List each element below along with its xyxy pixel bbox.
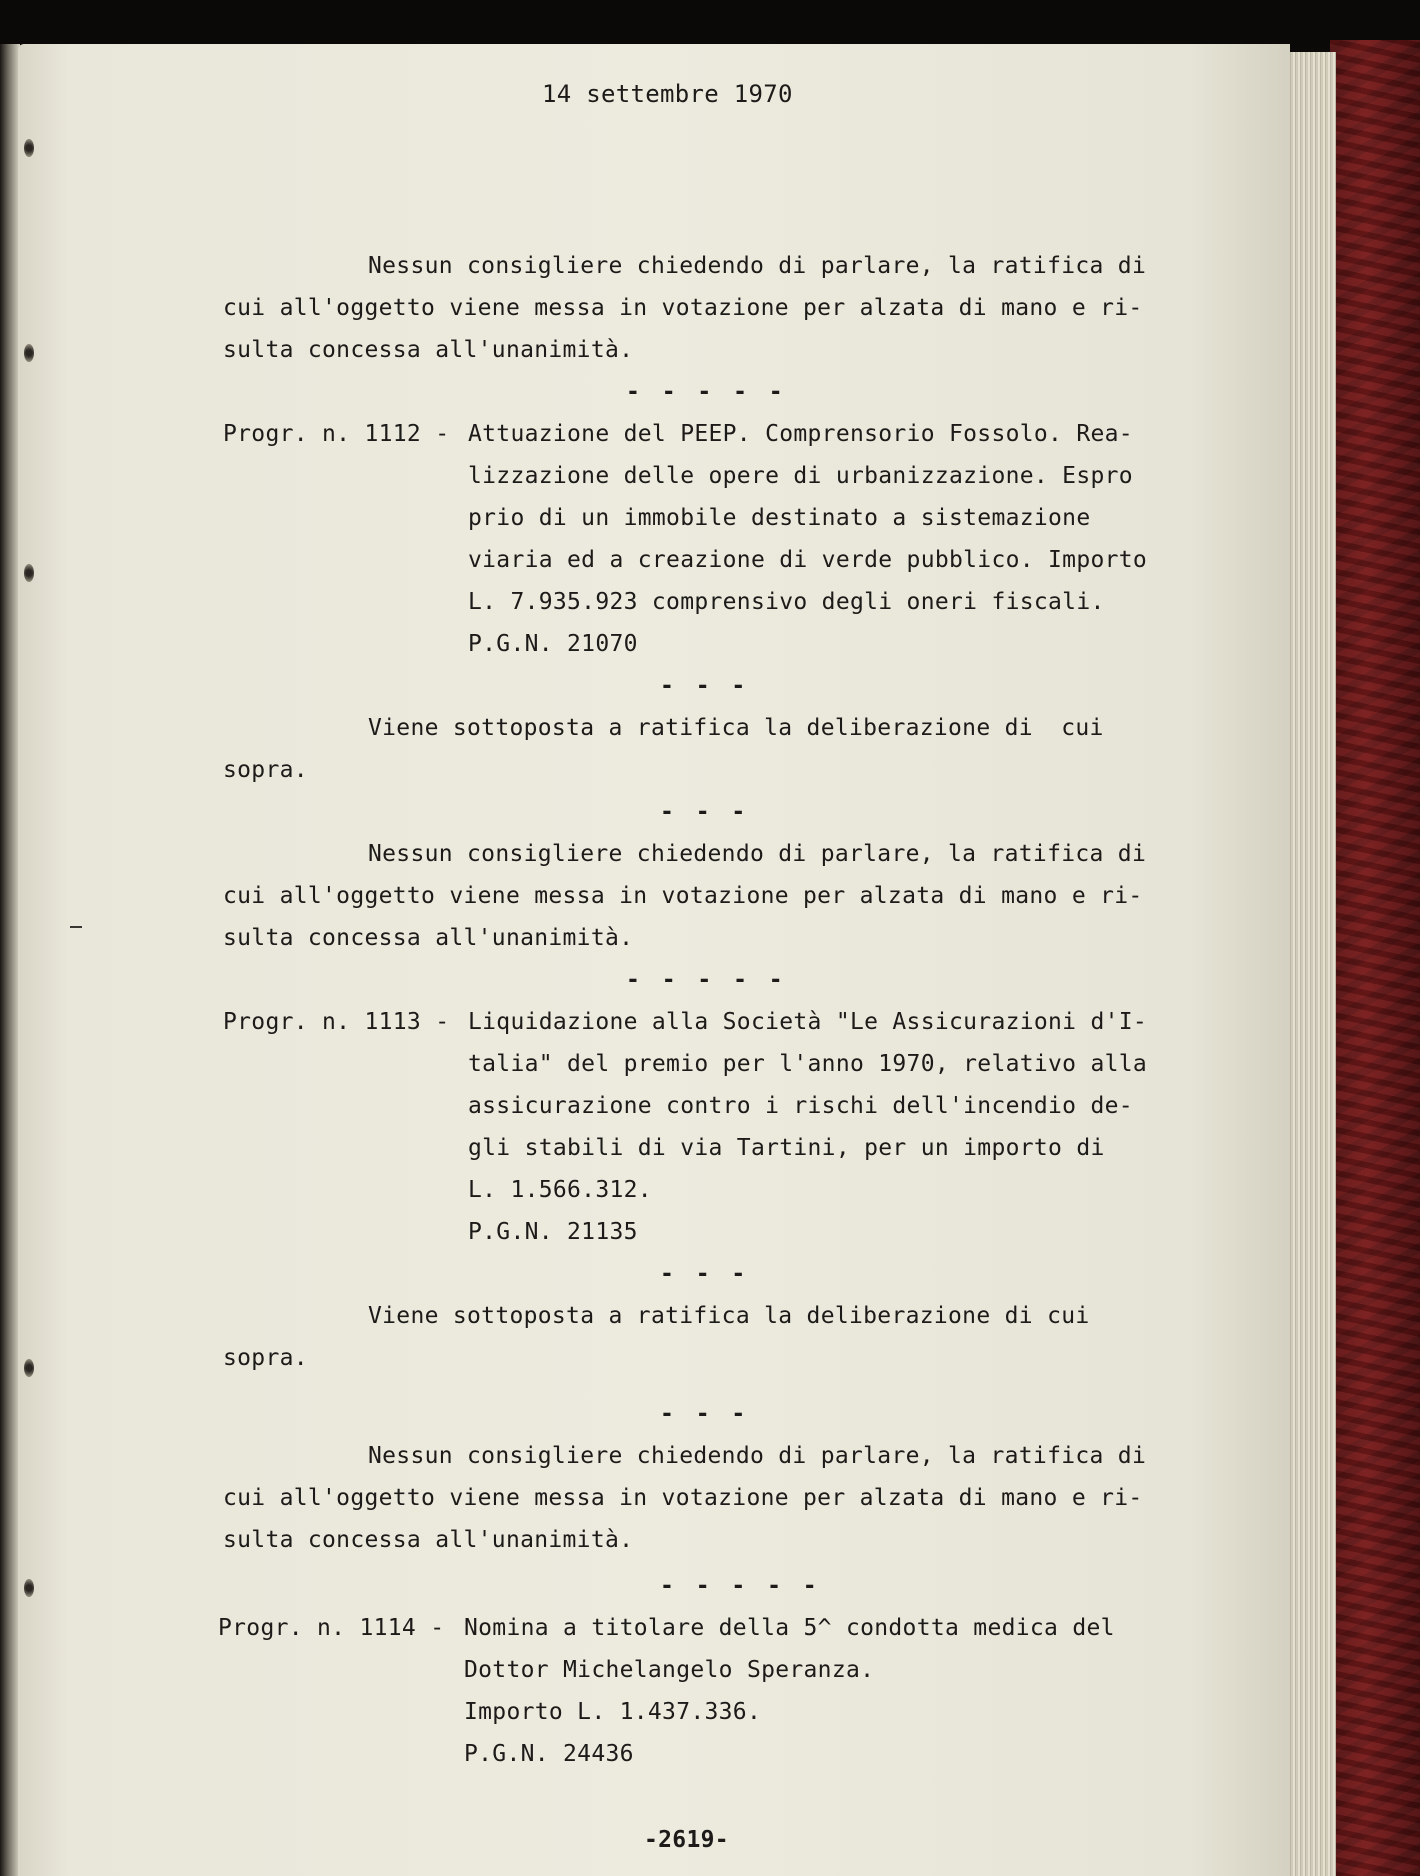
item-line: P.G.N. 21135 bbox=[468, 1219, 638, 1245]
binding-hole bbox=[24, 1579, 34, 1597]
document-page bbox=[18, 44, 1290, 1876]
page-stack-edge bbox=[1286, 52, 1336, 1876]
separator: - - - - - bbox=[626, 967, 787, 993]
item-line: L. 7.935.923 comprensivo degli oneri fiscali. bbox=[468, 589, 1105, 615]
item-line: prio di un immobile destinato a sistemazione bbox=[468, 505, 1091, 531]
paragraph-line: sulta concessa all'unanimità. bbox=[223, 337, 634, 363]
paragraph-line: sopra. bbox=[223, 1345, 308, 1371]
item-line: P.G.N. 21070 bbox=[468, 631, 638, 657]
paragraph-line: Viene sottoposta a ratifica la deliberazione di cui bbox=[368, 1303, 1090, 1329]
binding-hole bbox=[24, 344, 34, 362]
paragraph-line: sulta concessa all'unanimità. bbox=[223, 1527, 634, 1553]
item-label: Progr. n. 1112 - bbox=[223, 421, 450, 447]
binding-hole bbox=[24, 564, 34, 582]
item-line: assicurazione contro i rischi dell'incendio de- bbox=[468, 1093, 1133, 1119]
book-cover-edge bbox=[1330, 40, 1420, 1876]
margin-mark bbox=[70, 926, 82, 928]
separator: - - - - - bbox=[626, 379, 787, 405]
separator: - - - bbox=[660, 673, 750, 699]
paragraph-line: cui all'oggetto viene messa in votazione per alzata di mano e ri- bbox=[223, 1485, 1143, 1511]
paragraph-line: sulta concessa all'unanimità. bbox=[223, 925, 634, 951]
paragraph-line: Viene sottoposta a ratifica la deliberazione di cui bbox=[368, 715, 1104, 741]
paragraph-line: cui all'oggetto viene messa in votazione per alzata di mano e ri- bbox=[223, 295, 1143, 321]
binding-hole bbox=[24, 139, 34, 157]
item-line: L. 1.566.312. bbox=[468, 1177, 652, 1203]
separator: - - - bbox=[660, 799, 750, 825]
item-label: Progr. n. 1114 - bbox=[218, 1615, 445, 1641]
separator: - - - bbox=[660, 1401, 750, 1427]
item-line: Dottor Michelangelo Speranza. bbox=[464, 1657, 875, 1683]
item-line: Nomina a titolare della 5^ condotta medica del bbox=[464, 1615, 1115, 1641]
header-date: 14 settembre 1970 bbox=[542, 80, 793, 108]
item-line: Importo L. 1.437.336. bbox=[464, 1699, 762, 1725]
separator: - - - - - bbox=[660, 1573, 821, 1599]
binding-hole bbox=[24, 1359, 34, 1377]
page-number: -2619- bbox=[644, 1827, 729, 1853]
item-line: lizzazione delle opere di urbanizzazione. Espro bbox=[468, 463, 1133, 489]
item-line: Liquidazione alla Società "Le Assicurazioni d'I- bbox=[468, 1009, 1148, 1035]
paragraph-line: sopra. bbox=[223, 757, 308, 783]
item-label: Progr. n. 1113 - bbox=[223, 1009, 450, 1035]
paragraph-line: Nessun consigliere chiedendo di parlare, la ratifica di bbox=[368, 1443, 1147, 1469]
paragraph-line: Nessun consigliere chiedendo di parlare, la ratifica di bbox=[368, 253, 1147, 279]
item-line: talia" del premio per l'anno 1970, relativo alla bbox=[468, 1051, 1148, 1077]
item-line: Attuazione del PEEP. Comprensorio Fossolo. Rea- bbox=[468, 421, 1133, 447]
item-line: gli stabili di via Tartini, per un importo di bbox=[468, 1135, 1105, 1161]
dark-background bbox=[0, 0, 1420, 48]
separator: - - - bbox=[660, 1261, 750, 1287]
item-line: viaria ed a creazione di verde pubblico. Importo bbox=[468, 547, 1148, 573]
paragraph-line: cui all'oggetto viene messa in votazione per alzata di mano e ri- bbox=[223, 883, 1143, 909]
left-page-edge bbox=[0, 44, 20, 1876]
item-line: P.G.N. 24436 bbox=[464, 1741, 634, 1767]
paragraph-line: Nessun consigliere chiedendo di parlare, la ratifica di bbox=[368, 841, 1147, 867]
